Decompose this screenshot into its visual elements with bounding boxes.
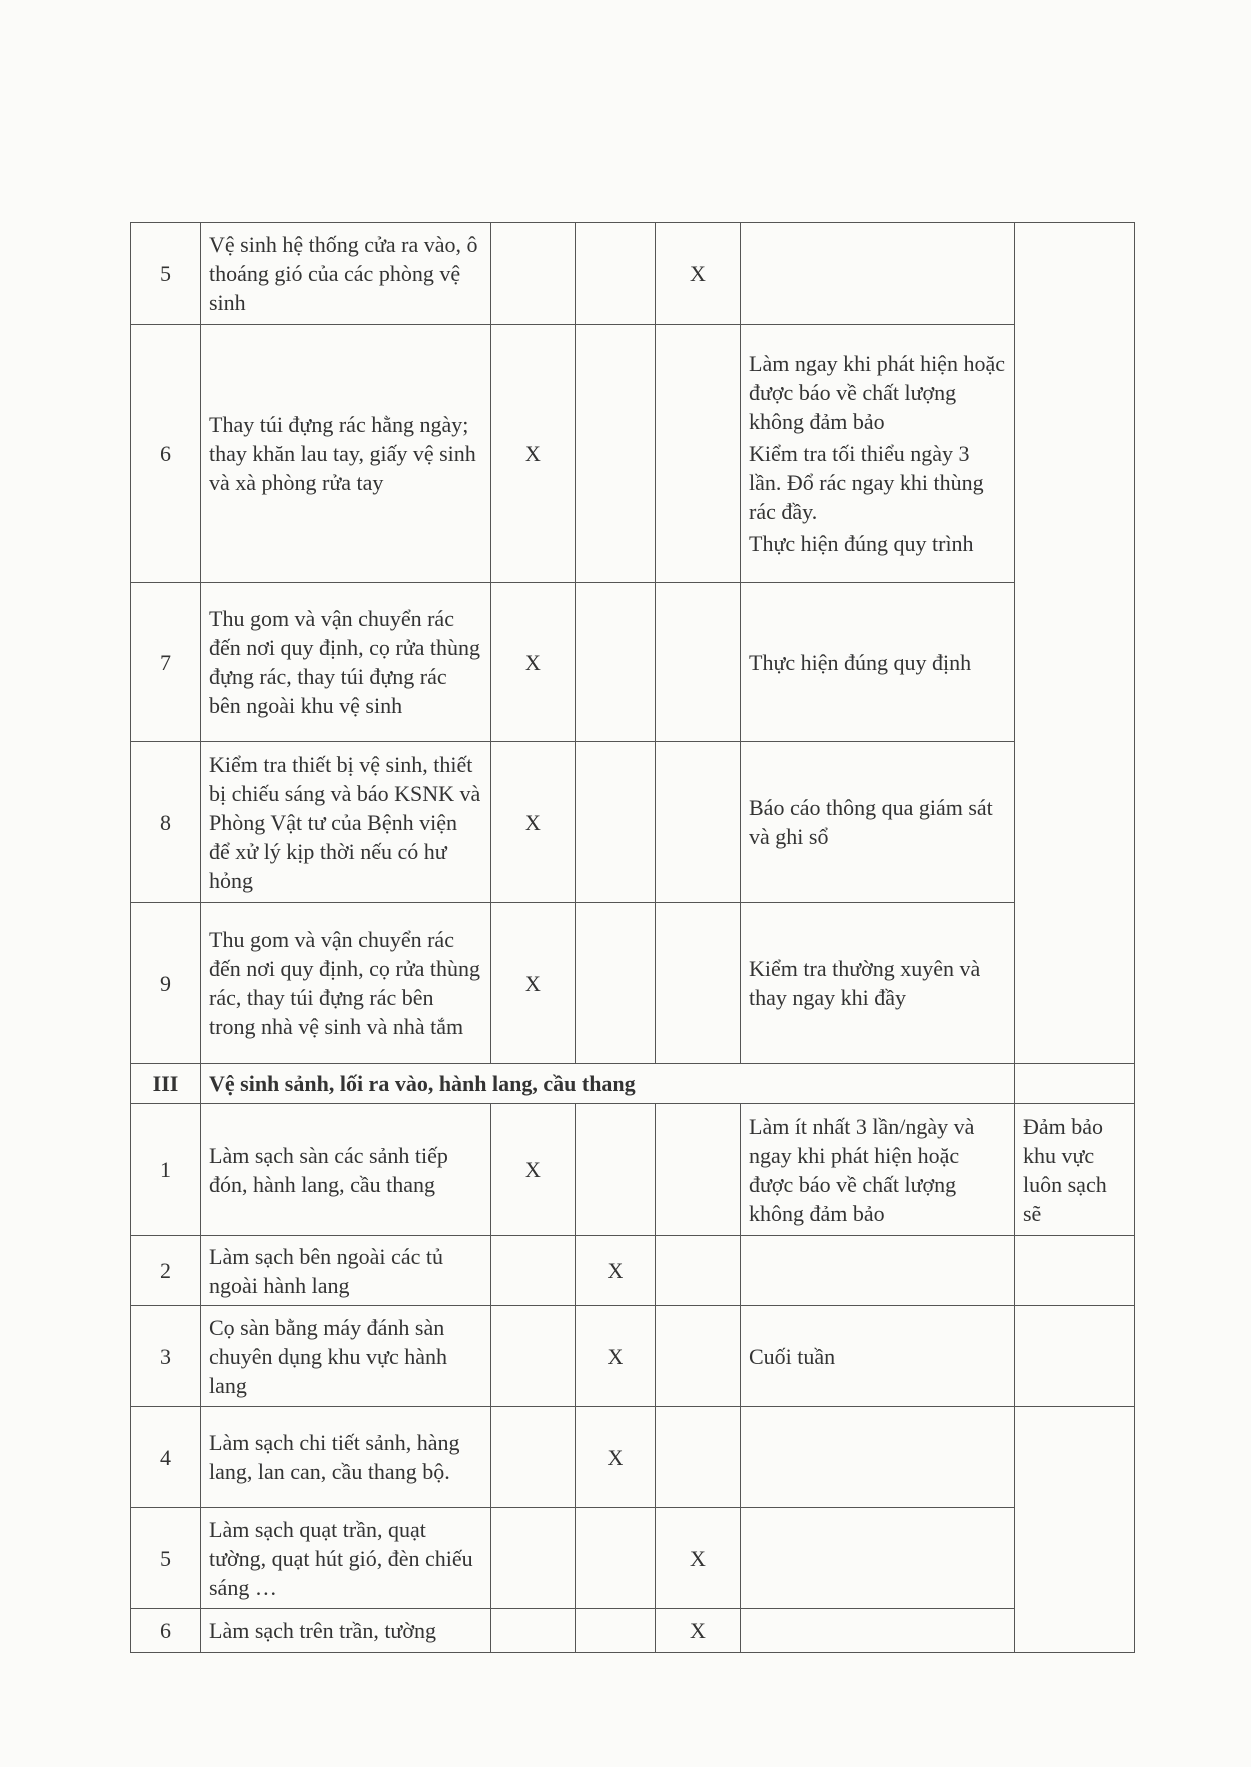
note-cell [741, 1508, 1015, 1609]
requirement-cell: Đảm bảo khu vực luôn sạch sẽ [1015, 1104, 1135, 1236]
row-number: 1 [131, 1104, 201, 1236]
daily-mark: X [491, 325, 576, 583]
cleaning-schedule-table [130, 222, 1135, 1653]
task-cell: Làm sạch sàn các sảnh tiếp đón, hành lang, cầu thang [201, 1104, 491, 1236]
requirement-cell [1015, 1064, 1135, 1104]
task-cell: Thay túi đựng rác hằng ngày; thay khăn lau tay, giấy vệ sinh và xà phòng rửa tay [201, 325, 491, 583]
monthly-mark [656, 903, 741, 1064]
note-cell [741, 1407, 1015, 1508]
daily-mark: X [491, 583, 576, 742]
requirement-cell [1015, 1306, 1135, 1407]
task-cell: Làm sạch chi tiết sảnh, hàng lang, lan can, cầu thang bộ. [201, 1407, 491, 1508]
table-row [131, 1609, 1135, 1653]
daily-mark: X [491, 742, 576, 903]
daily-mark [491, 223, 576, 325]
note-cell [741, 1609, 1015, 1653]
monthly-mark [656, 1306, 741, 1407]
requirement-cell [1015, 1407, 1135, 1653]
monthly-mark [656, 1104, 741, 1236]
daily-mark [491, 1407, 576, 1508]
monthly-mark [656, 742, 741, 903]
row-number: 6 [131, 325, 201, 583]
monthly-mark [656, 325, 741, 583]
task-cell: Vệ sinh hệ thống cửa ra vào, ô thoáng gió của các phòng vệ sinh [201, 223, 491, 325]
monthly-mark: X [656, 1508, 741, 1609]
row-number: 5 [131, 1508, 201, 1609]
note-cell: Thực hiện đúng quy định [741, 583, 1015, 742]
row-number: 3 [131, 1306, 201, 1407]
weekly-mark [576, 583, 656, 742]
table-row [131, 742, 1135, 903]
weekly-mark: X [576, 1236, 656, 1306]
monthly-mark: X [656, 223, 741, 325]
requirement-cell [1015, 1236, 1135, 1306]
weekly-mark [576, 1609, 656, 1653]
weekly-mark [576, 1508, 656, 1609]
note-cell [741, 325, 1015, 583]
row-number: 9 [131, 903, 201, 1064]
task-cell: Làm sạch trên trần, tường [201, 1609, 491, 1653]
note-paragraph: Làm ngay khi phát hiện hoặc được báo về chất lượng không đảm bảo [749, 351, 1005, 434]
daily-mark: X [491, 903, 576, 1064]
weekly-mark [576, 325, 656, 583]
note-cell [741, 223, 1015, 325]
requirement-cell [1015, 223, 1135, 1064]
weekly-mark [576, 742, 656, 903]
table-row [131, 583, 1135, 742]
row-number: 2 [131, 1236, 201, 1306]
monthly-mark: X [656, 1609, 741, 1653]
table-row [131, 1306, 1135, 1407]
task-cell: Kiểm tra thiết bị vệ sinh, thiết bị chiếu sáng và báo KSNK và Phòng Vật tư của Bệnh viện để xử lý kịp thời nếu có hư hỏng [201, 742, 491, 903]
daily-mark [491, 1609, 576, 1653]
task-cell: Làm sạch bên ngoài các tủ ngoài hành lang [201, 1236, 491, 1306]
monthly-mark [656, 1407, 741, 1508]
table-row [131, 325, 1135, 583]
weekly-mark [576, 223, 656, 325]
note-cell [741, 1236, 1015, 1306]
table-row [131, 1236, 1135, 1306]
monthly-mark [656, 1236, 741, 1306]
note-cell: Làm ít nhất 3 lần/ngày và ngay khi phát hiện hoặc được báo về chất lượng không đảm bảo [741, 1104, 1015, 1236]
section-number: III [131, 1064, 201, 1104]
section-header-row [131, 1064, 1135, 1104]
row-number: 5 [131, 223, 201, 325]
note-cell: Báo cáo thông qua giám sát và ghi sổ [741, 742, 1015, 903]
row-number: 8 [131, 742, 201, 903]
table-row [131, 1407, 1135, 1508]
task-cell: Thu gom và vận chuyển rác đến nơi quy định, cọ rửa thùng đựng rác, thay túi đựng rác bên ngoài khu vệ sinh [201, 583, 491, 742]
table-row [131, 1104, 1135, 1236]
weekly-mark [576, 1104, 656, 1236]
note-paragraph: Thực hiện đúng quy trình [749, 531, 974, 556]
daily-mark [491, 1236, 576, 1306]
note-cell: Kiểm tra thường xuyên và thay ngay khi đầy [741, 903, 1015, 1064]
row-number: 6 [131, 1609, 201, 1653]
daily-mark: X [491, 1104, 576, 1236]
section-title: Vệ sinh sảnh, lối ra vào, hành lang, cầu thang [201, 1064, 1015, 1104]
weekly-mark: X [576, 1306, 656, 1407]
task-cell: Thu gom và vận chuyển rác đến nơi quy định, cọ rửa thùng rác, thay túi đựng rác bên trong nhà vệ sinh và nhà tắm [201, 903, 491, 1064]
daily-mark [491, 1306, 576, 1407]
note-cell: Cuối tuần [741, 1306, 1015, 1407]
row-number: 7 [131, 583, 201, 742]
task-cell: Làm sạch quạt trần, quạt tường, quạt hút gió, đèn chiếu sáng … [201, 1508, 491, 1609]
table-row [131, 903, 1135, 1064]
table-row [131, 223, 1135, 325]
weekly-mark: X [576, 1407, 656, 1508]
table-row [131, 1508, 1135, 1609]
task-cell: Cọ sàn bằng máy đánh sàn chuyên dụng khu vực hành lang [201, 1306, 491, 1407]
daily-mark [491, 1508, 576, 1609]
weekly-mark [576, 903, 656, 1064]
monthly-mark [656, 583, 741, 742]
note-paragraph: Kiểm tra tối thiểu ngày 3 lần. Đổ rác ngay khi thùng rác đầy. [749, 441, 984, 524]
row-number: 4 [131, 1407, 201, 1508]
